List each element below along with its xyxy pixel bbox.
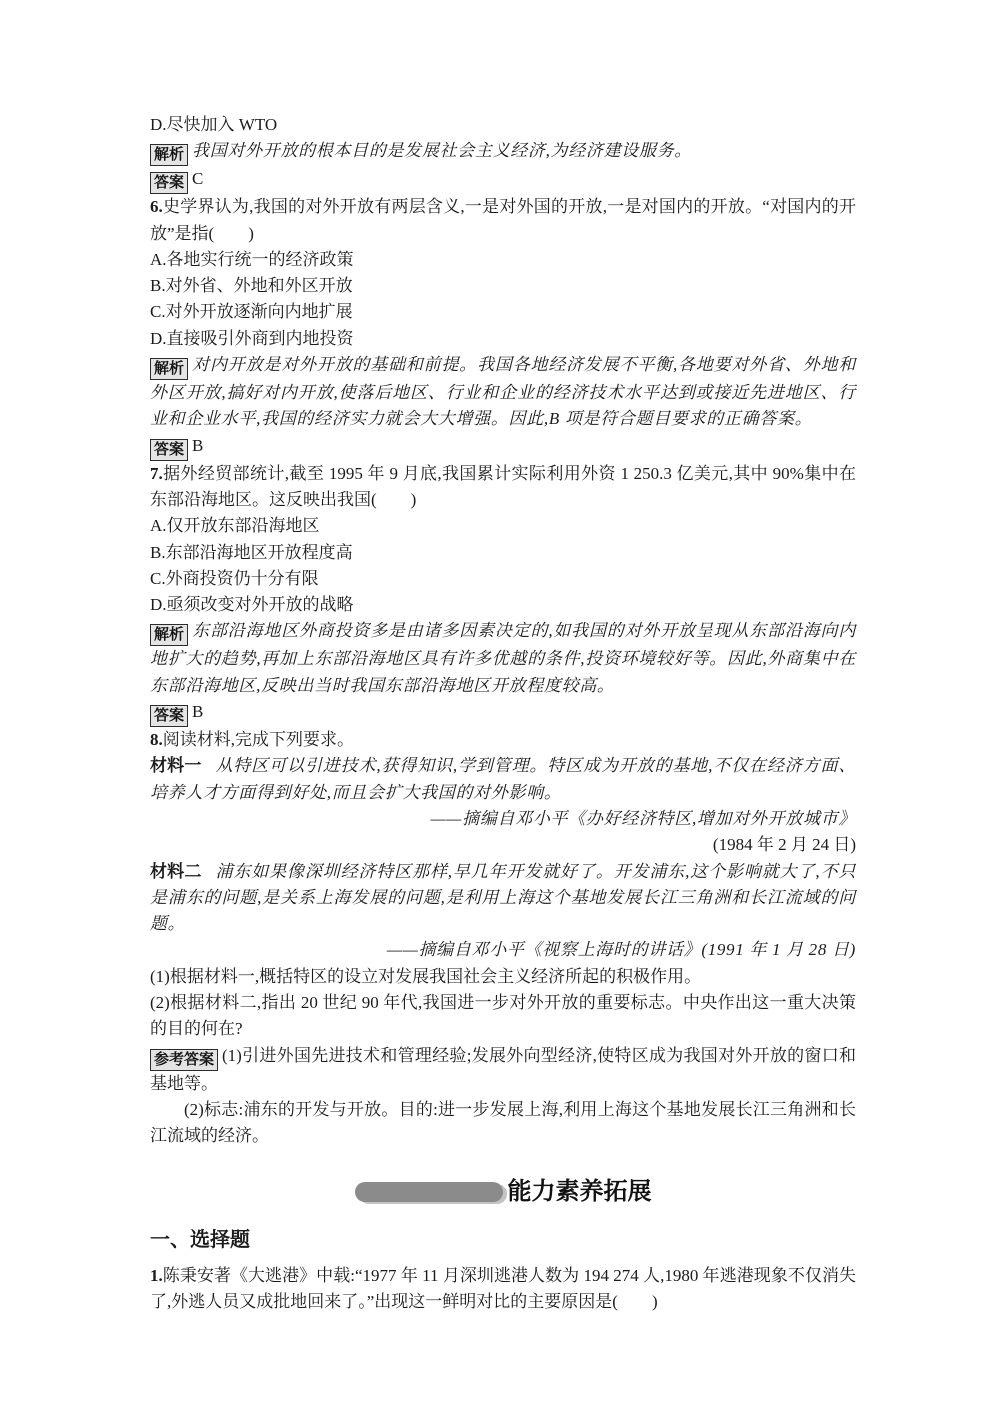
- q5-option-d: [150, 112, 856, 138]
- option-text: D.尽快加入 WTO: [150, 115, 278, 134]
- question-text: 陈秉安著《大逃港》中载:“1977 年 11 月深圳逃港人数为 194 274 人,1980 年逃港现象不仅消失了,外逃人员又成批地回来了。”出现这一鲜明对比的主要原因是( ): [150, 1265, 856, 1312]
- analysis-label: 解析: [150, 144, 188, 166]
- option-text: B.东部沿海地区开放程度高: [150, 542, 353, 562]
- answer-letter: C: [192, 169, 204, 189]
- option-text: A.各地实行统一的经济政策: [150, 249, 354, 269]
- question-text: 史学界认为,我国的对外开放有两层含义,一是对外国的开放,一是对国内的开放。“对国内的开放”是指( ): [150, 197, 856, 243]
- option-text: D.亟须改变对外开放的战略: [150, 595, 354, 615]
- option-text: A.仅开放东部沿海地区: [150, 516, 320, 536]
- q8-ref-answer: [150, 1043, 856, 1097]
- analysis-text: 对内开放是对外开放的基础和前提。我国各地经济发展不平衡,各地要对外省、外地和外区开放,搞好对内开放,使落后地区、行业和企业的经济技术水平达到或接近先进地区、行业和企业水平,我国的经济实力就会大大增强。因此,B 项是符合题目要求的正确答案。: [150, 355, 856, 429]
- section-banner-title: 能力素养拓展: [507, 1177, 652, 1205]
- q6-option-d: [150, 326, 856, 352]
- q6-stem: [150, 194, 856, 247]
- material-1-label: 材料一: [150, 756, 202, 776]
- ref-answer-text-1: (1)引进外国先进技术和管理经验;发展外向型经济,使特区成为我国对外开放的窗口和基地等。: [150, 1045, 856, 1093]
- answer-label: 答案: [150, 172, 188, 194]
- ref-answer-label: 参考答案: [150, 1049, 218, 1071]
- q6-option-a: [150, 247, 856, 273]
- q6-option-c: [150, 299, 856, 325]
- question-text: 阅读材料,完成下列要求。: [162, 730, 354, 750]
- q7-option-d: [150, 592, 856, 618]
- option-text: C.外商投资仍十分有限: [150, 568, 319, 588]
- analysis-label: 解析: [150, 624, 188, 646]
- q8-material-1: [150, 753, 856, 806]
- q8-ref-answer-2: (2)标志:浦东的开发与开放。目的:进一步发展上海,利用上海这个基地发展长江三角洲和长江流域的经济。: [150, 1099, 856, 1146]
- option-text: B.对外省、外地和外区开放: [150, 276, 353, 296]
- q8-material-1-date: (1984 年 2 月 24 日): [712, 835, 856, 855]
- material-2-text: 浦东如果像深圳经济特区那样,早几年开发就好了。开发浦东,这个影响就大了,不只是浦东的问题,是关系上海发展的问题,是利用上海这个基地发展长江三角洲和长江流域的问题。: [150, 861, 857, 934]
- question-number: 6.: [150, 197, 163, 217]
- page-content: [150, 112, 856, 1315]
- q6-analysis: [150, 352, 856, 433]
- q8-material-1-source: ——摘编自邓小平《办好经济特区,增加对外开放城市》: [430, 808, 856, 828]
- q7-answer: [150, 699, 856, 727]
- q5-analysis: [150, 138, 856, 166]
- option-text: D.直接吸引外商到内地投资: [150, 328, 354, 348]
- banner-pill-graphic: [355, 1182, 503, 1202]
- q8-stem: [150, 727, 856, 753]
- answer-label: 答案: [150, 705, 188, 727]
- answer-label: 答案: [150, 439, 188, 461]
- part2-q1-stem: [150, 1263, 856, 1316]
- analysis-label: 解析: [150, 358, 188, 380]
- q5-answer: [150, 166, 856, 194]
- material-1-text: 从特区可以引进技术,获得知识,学到管理。特区成为开放的基地,不仅在经济方面、培养人才方面得到好处,而且会扩大我国的对外影响。: [150, 756, 857, 802]
- analysis-text: 东部沿海地区外商投资多是由诸多因素决定的,如我国的对外开放呈现从东部沿海向内地扩大的趋势,再加上东部沿海地区具有许多优越的条件,投资环境较好等。因此,外商集中在东部沿海地区,反映出当时我国东部沿海地区开放程度较高。: [150, 621, 856, 695]
- material-2-label: 材料二: [150, 861, 202, 881]
- answer-letter: B: [192, 702, 204, 722]
- question-text: 据外经贸部统计,截至 1995 年 9 月底,我国累计实际利用外资 1 250.3 亿美元,其中 90%集中在东部沿海地区。这反映出我国( ): [150, 463, 856, 509]
- q8-subquestion-2: (2)根据材料二,指出 20 世纪 90 年代,我国进一步对外开放的重要标志。中央作出这一重大决策的目的何在?: [150, 993, 856, 1039]
- section-subheading: 一、选择题: [150, 1228, 250, 1251]
- question-number: 8.: [150, 730, 163, 750]
- q8-subquestion-1: (1)根据材料一,概括特区的设立对发展我国社会主义经济所起的积极作用。: [150, 966, 702, 986]
- q7-option-c: [150, 566, 856, 592]
- q7-option-a: [150, 513, 856, 539]
- q7-stem: [150, 461, 856, 514]
- analysis-text: 我国对外开放的根本目的是发展社会主义经济,为经济建设服务。: [192, 141, 692, 161]
- answer-letter: B: [192, 435, 204, 455]
- q7-analysis: [150, 618, 856, 699]
- option-text: C.对外开放逐渐向内地扩展: [150, 302, 353, 322]
- section-banner: [150, 1178, 856, 1205]
- question-number: 1.: [150, 1265, 163, 1285]
- q6-answer: [150, 433, 856, 461]
- q8-material-2: [150, 859, 856, 938]
- q6-option-b: [150, 273, 856, 299]
- question-number: 7.: [150, 463, 163, 483]
- q7-option-b: [150, 540, 856, 566]
- q8-material-2-source: ——摘编自邓小平《视察上海时的讲话》(1991 年 1 月 28 日): [386, 940, 856, 960]
